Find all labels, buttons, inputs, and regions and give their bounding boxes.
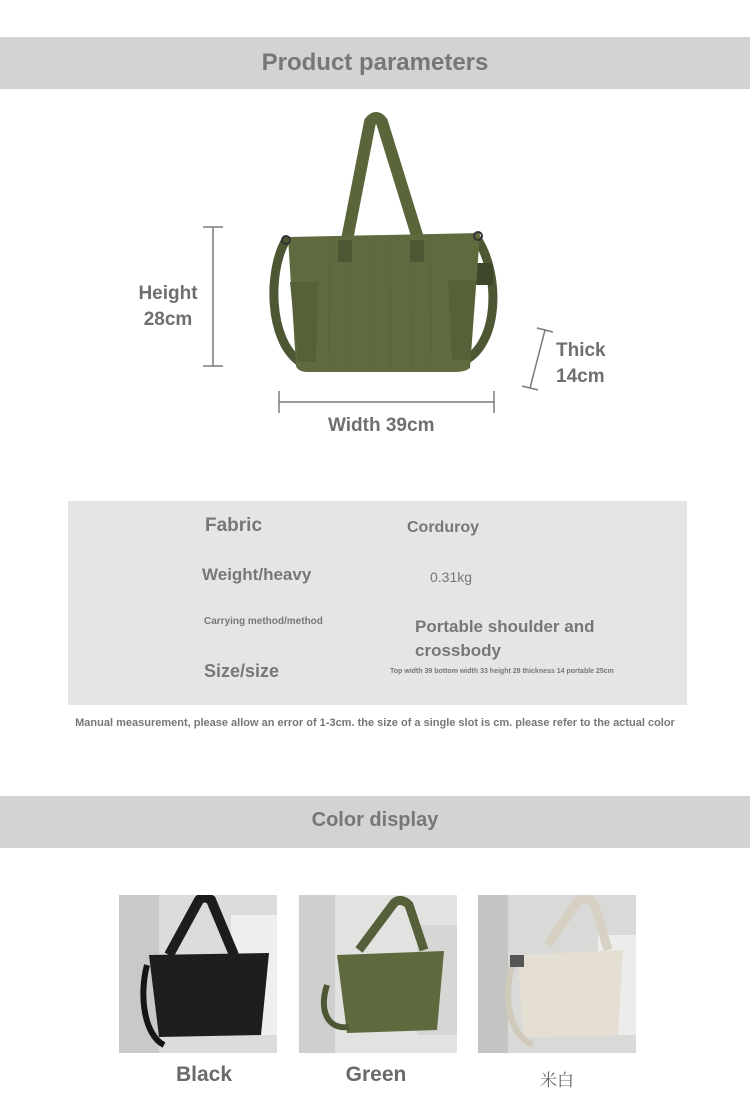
thick-label-text: Thick bbox=[556, 340, 606, 361]
color-label-green: Green bbox=[345, 1063, 407, 1086]
height-label bbox=[135, 281, 201, 333]
color-label-black: Black bbox=[175, 1063, 233, 1086]
spec-value-size: Top width 39 bottom width 33 height 28 thickness 14 portable 25cm bbox=[390, 668, 614, 675]
spec-value-fabric: Corduroy bbox=[407, 519, 479, 536]
color-swatch-black[interactable] bbox=[119, 895, 277, 1053]
height-label-text: Height bbox=[138, 283, 198, 304]
color-display-banner bbox=[0, 796, 750, 848]
spec-value-weight: 0.31kg bbox=[430, 569, 473, 585]
width-marker bbox=[279, 391, 494, 413]
spec-label-size: Size/size bbox=[204, 661, 280, 681]
off-white-bag-image bbox=[478, 895, 636, 1053]
thick-value-text: 14cm bbox=[556, 366, 605, 387]
product-parameters-title: Product parameters bbox=[261, 49, 489, 76]
spec-label-weight: Weight/heavy bbox=[202, 565, 312, 584]
green-bag-image bbox=[299, 895, 457, 1053]
height-value-text: 28cm bbox=[143, 309, 193, 330]
color-label-off-white: 米白 bbox=[540, 1071, 574, 1090]
spec-value-carrying: Portable shoulder and crossbody bbox=[415, 617, 595, 660]
bag-dimension-diagram bbox=[0, 100, 750, 460]
height-marker bbox=[203, 227, 223, 366]
measurement-note: Manual measurement, please allow an error of 1-3cm. the size of a single slot is cm. please refer to the actual color bbox=[75, 717, 675, 729]
black-bag-image bbox=[119, 895, 277, 1053]
spec-label-fabric: Fabric bbox=[205, 515, 263, 536]
color-swatch-green[interactable] bbox=[299, 895, 457, 1053]
bag-illustration bbox=[0, 100, 750, 460]
width-label: Width 39cm bbox=[328, 415, 435, 436]
color-swatch-off-white[interactable] bbox=[478, 895, 636, 1053]
thick-label bbox=[556, 338, 606, 390]
product-parameters-banner bbox=[0, 37, 750, 89]
thickness-marker bbox=[522, 328, 553, 390]
green-tote-bag bbox=[274, 118, 493, 372]
spec-table bbox=[68, 501, 687, 705]
color-display-title: Color display bbox=[311, 809, 439, 831]
spec-label-carrying: Carrying method/method bbox=[204, 616, 323, 627]
